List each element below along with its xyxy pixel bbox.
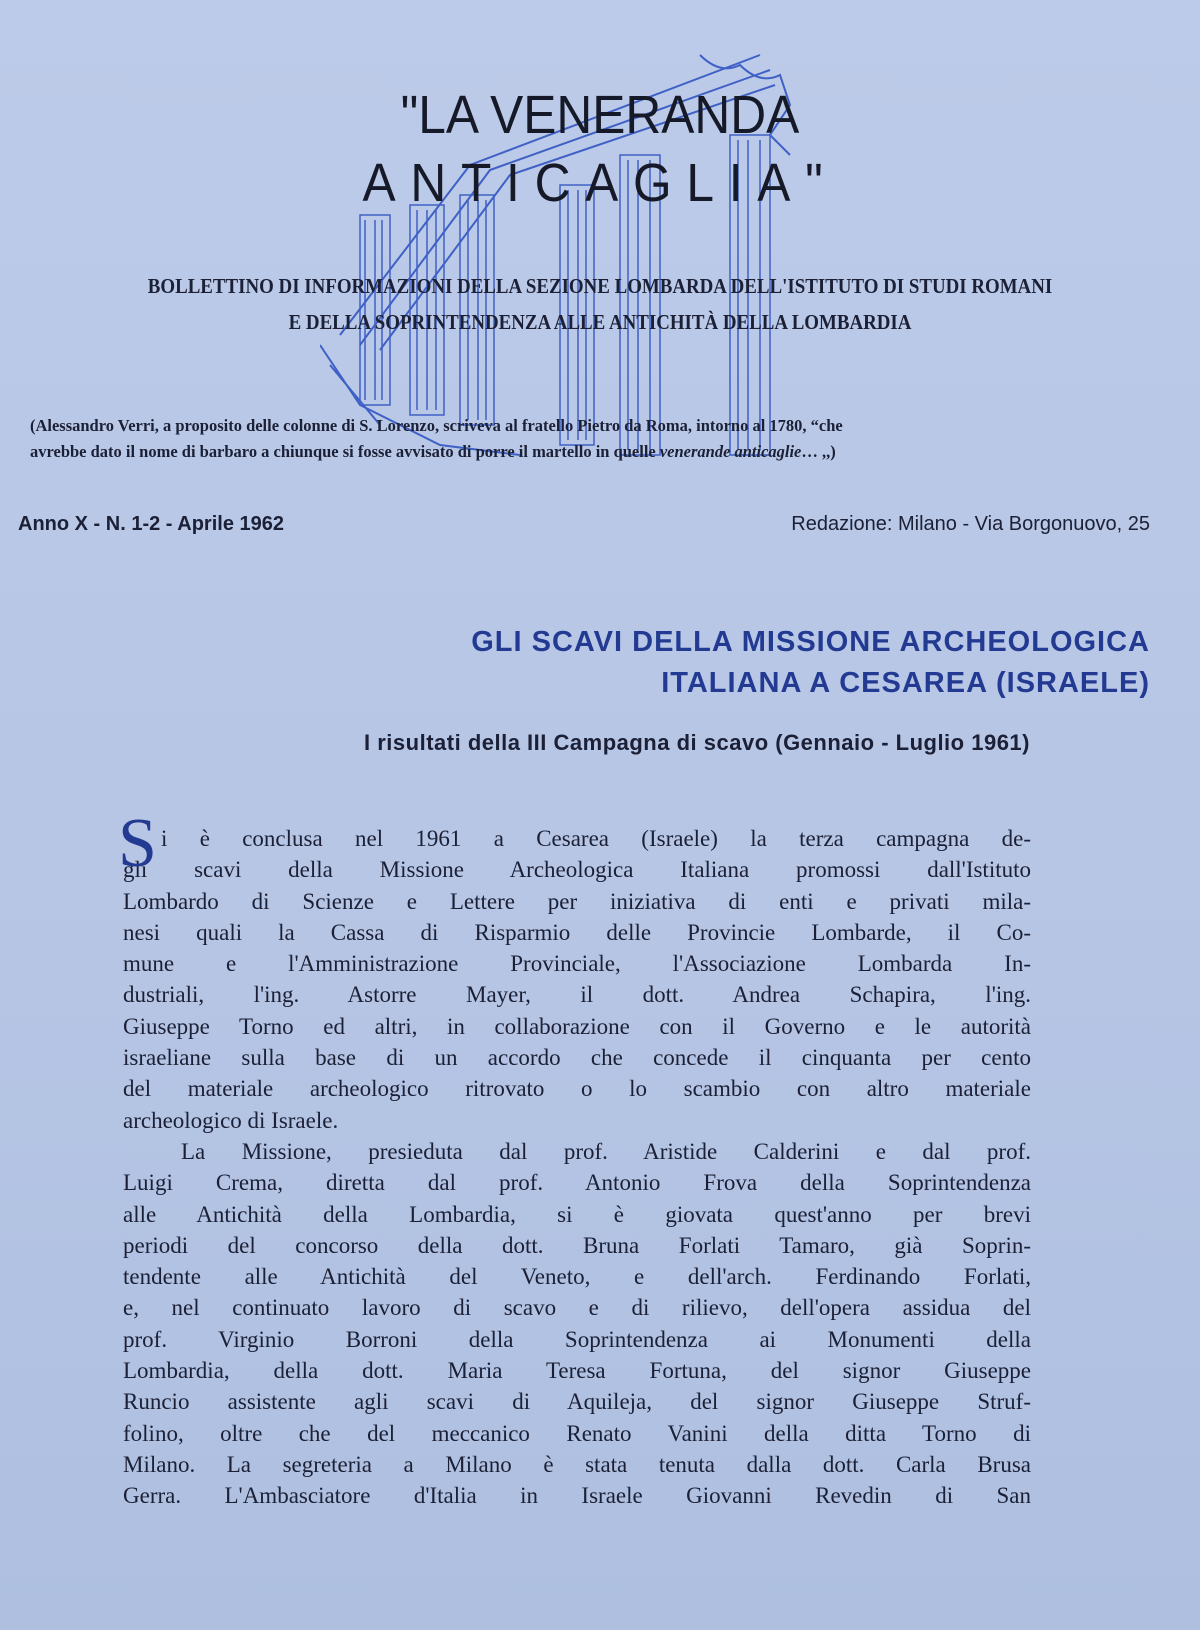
text-line: israeliane sulla base di un accordo che concede il cinquanta per cento <box>123 1045 1031 1071</box>
text-line: archeologico di Israele. <box>123 1107 339 1133</box>
masthead-title-line1: "LA VENERANDA <box>400 85 800 145</box>
note-text: avrebbe dato il nome di barbaro a chiunque si fosse avvisato di porre il martello in quelle <box>30 442 660 461</box>
text-line: i è conclusa nel 1961 a Cesarea (Israele) la terza campagna de- <box>161 826 1031 851</box>
note-italic-quote: venerande anticaglie <box>659 442 802 461</box>
text-line: Lombardia, della dott. Maria Teresa Fortuna, del signor Giuseppe <box>123 1358 1031 1384</box>
paragraph <box>123 823 1031 1136</box>
issue-info: Anno X - N. 1-2 - Aprile 1962 <box>18 513 284 535</box>
text-line: Giuseppe Torno ed altri, in collaborazione con il Governo e le autorità <box>123 1013 1031 1039</box>
paragraph <box>123 1136 1031 1512</box>
article-headline <box>471 622 1150 704</box>
text-line: tendente alle Antichità del Veneto, e dell'arch. Ferdinando Forlati, <box>123 1264 1031 1290</box>
text-line: La Missione, presieduta dal prof. Aristide Calderini e dal prof. <box>181 1138 1031 1164</box>
epigraph-note-line2 <box>30 439 1116 465</box>
text-line: nesi quali la Cassa di Risparmio delle Provincie Lombarde, il Co- <box>123 919 1031 945</box>
text-line: Luigi Crema, diretta dal prof. Antonio Frova della Soprintendenza <box>123 1170 1031 1196</box>
text-line: Gerra. L'Ambasciatore d'Italia in Israele Giovanni Revedin di San <box>123 1483 1031 1509</box>
headline-line2: ITALIANA A CESAREA (ISRAELE) <box>661 667 1150 699</box>
text-line: gli scavi della Missione Archeologica Italiana promossi dall'Istituto <box>123 857 1031 883</box>
text-line: periodi del concorso della dott. Bruna Forlati Tamaro, già Soprin- <box>123 1232 1031 1258</box>
text-line: e, nel continuato lavoro di scavo e di rilievo, dell'opera assidua del <box>123 1295 1031 1321</box>
text-line: prof. Virginio Borroni della Soprintendenza ai Monumenti della <box>123 1326 1031 1352</box>
text-line: del materiale archeologico ritrovato o lo scambio con altro materiale <box>123 1076 1031 1102</box>
article-subheadline: I risultati della III Campagna di scavo (Gennaio - Luglio 1961) <box>364 730 1030 755</box>
text-line: dustriali, l'ing. Astorre Mayer, il dott. Andrea Schapira, l'ing. <box>123 982 1031 1008</box>
text-line: folino, oltre che del meccanico Renato Vanini della ditta Torno di <box>123 1420 1031 1446</box>
text-line: mune e l'Amministrazione Provinciale, l'Associazione Lombarda In- <box>123 951 1031 977</box>
headline-line1: GLI SCAVI DELLA MISSIONE ARCHEOLOGICA <box>471 626 1150 658</box>
note-text-end: … ,,) <box>801 442 836 461</box>
masthead-subtitle-line1: BOLLETTINO DI INFORMAZIONI DELLA SEZIONE LOMBARDA DELL'ISTITUTO DI STUDI ROMANI <box>147 274 1053 298</box>
article-body <box>118 805 1031 1512</box>
text-line: alle Antichità della Lombardia, si è giovata quest'anno per brevi <box>123 1201 1031 1227</box>
editorial-address: Redazione: Milano - Via Borgonuovo, 25 <box>791 513 1150 535</box>
masthead-title-line2: ANTICAGLIA" <box>362 153 838 213</box>
text-line: Milano. La segreteria a Milano è stata tenuta dalla dott. Carla Brusa <box>123 1451 1031 1477</box>
epigraph-note-line1: (Alessandro Verri, a proposito delle colonne di S. Lorenzo, scriveva al fratello Pietro da Roma, intorno al 1780, “che <box>30 416 843 435</box>
text-line: Runcio assistente agli scavi di Aquileja, del signor Giuseppe Struf- <box>123 1389 1031 1415</box>
text-line: Lombardo di Scienze e Lettere per iniziativa di enti e privati mila- <box>123 888 1031 914</box>
masthead-subtitle-line2: E DELLA SOPRINTENDENZA ALLE ANTICHITÀ DELLA LOMBARDIA <box>288 310 912 334</box>
drop-cap: S <box>118 805 157 882</box>
